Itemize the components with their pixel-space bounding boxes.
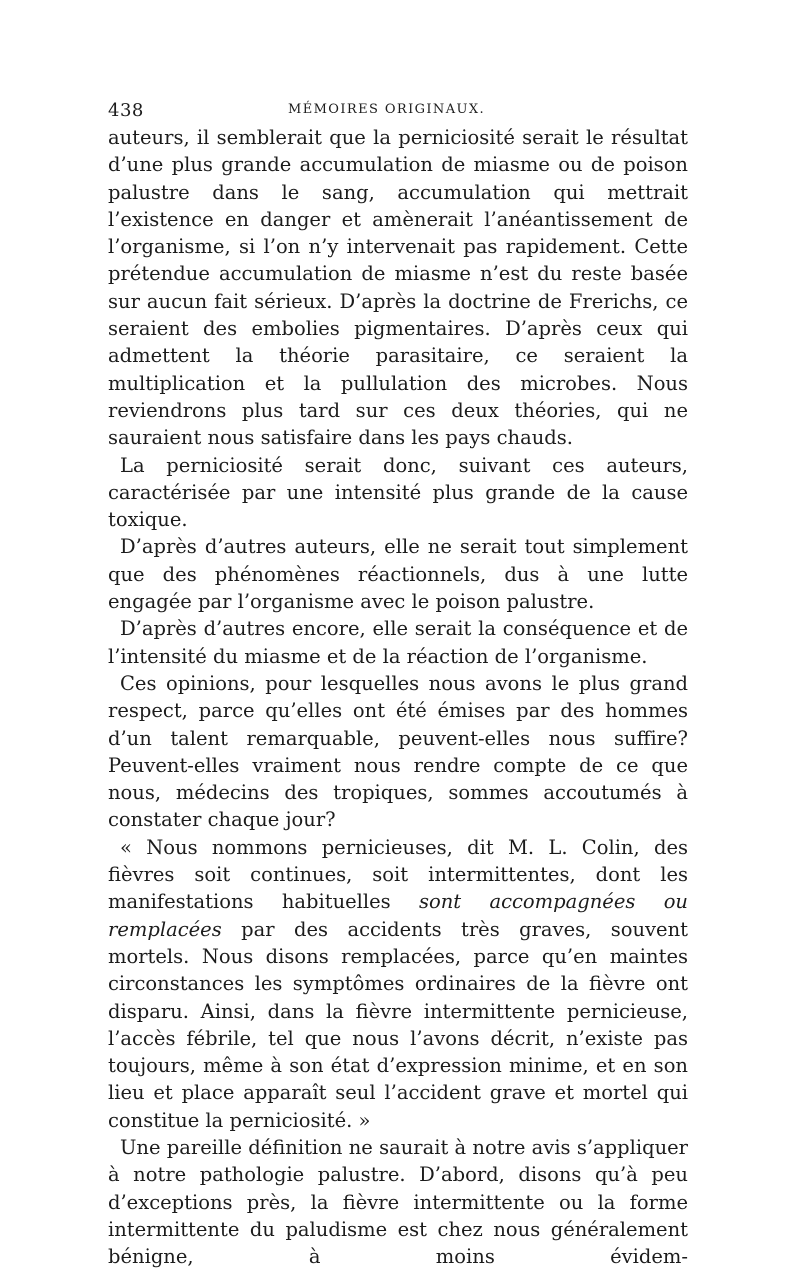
quotation-emphasis: sont accompagnées ou remplacées [108, 890, 688, 941]
running-head [108, 100, 688, 124]
paragraph: D’après d’autres auteurs, elle ne serait tout simplement que des phénomènes réactionnels, dus à une lutte engagée par l’organisme avec le poison palustre. [108, 535, 688, 614]
paragraph: La perniciosité serait donc, suivant ces auteurs, caractérisée par une intensité plus grande de la cause toxique. [108, 453, 688, 532]
quotation-text-start: « Nous nommons pernicieuses, dit M. L. Colin, des fièvres soit continues, soit intermittentes, dont les manifestations habituelles [108, 835, 688, 914]
running-title: MÉMOIRES ORIGINAUX. [288, 102, 486, 117]
body-text [108, 124, 688, 1270]
quotation-text-end: par des accidents très graves, souvent mortels. Nous disons remplacées, parce qu’en maintes circonstances les symptômes ordinaires de la fièvre ont disparu. Ainsi, dans la fièvre intermittente pernicieuse, l’accès fébrile, tel que nous l’avons décrit, n’existe pas toujours, même à son état d’expression minime, et en son lieu et place apparaît seul l’accident grave et mortel qui constitue la perniciosité. » [108, 917, 688, 1132]
paragraph: Une pareille définition ne saurait à notre avis s’appliquer à notre pathologie palustre. D’abord, disons qu’à peu d’exceptions près, la fièvre intermittente ou la forme intermittente du paludisme est chez nous généralement bénigne, à moins évidem- [108, 1135, 688, 1269]
quotation-paragraph [108, 834, 688, 1134]
paragraph: D’après d’autres encore, elle serait la conséquence et de l’intensité du miasme et de la réaction de l’organisme. [108, 617, 688, 668]
page-number: 438 [108, 100, 144, 121]
paragraph: Ces opinions, pour lesquelles nous avons le plus grand respect, parce qu’elles ont été émises par des hommes d’un talent remarquable, peuvent-elles nous suffire? Peuvent-elles vraiment nous rendre compte de ce que nous, médecins des tropiques, sommes accoutumés à constater chaque jour? [108, 671, 688, 832]
paragraph: auteurs, il semblerait que la perniciosité serait le résultat d’une plus grande accumulation de miasme ou de poison palustre dans le sang, accumulation qui mettrait l’existence en danger et amènerait l’anéantissement de l’organisme, si l’on n’y intervenait pas rapidement. Cette prétendue accumulation de miasme n’est du reste basée sur aucun fait sérieux. D’après la doctrine de Frerichs, ce seraient des embolies pigmentaires. D’après ceux qui admettent la théorie parasitaire, ce seraient la multiplication et la pullulation des microbes. Nous reviendrons plus tard sur ces deux théories, qui ne sauraient nous satisfaire dans les pays chauds. [108, 126, 688, 450]
